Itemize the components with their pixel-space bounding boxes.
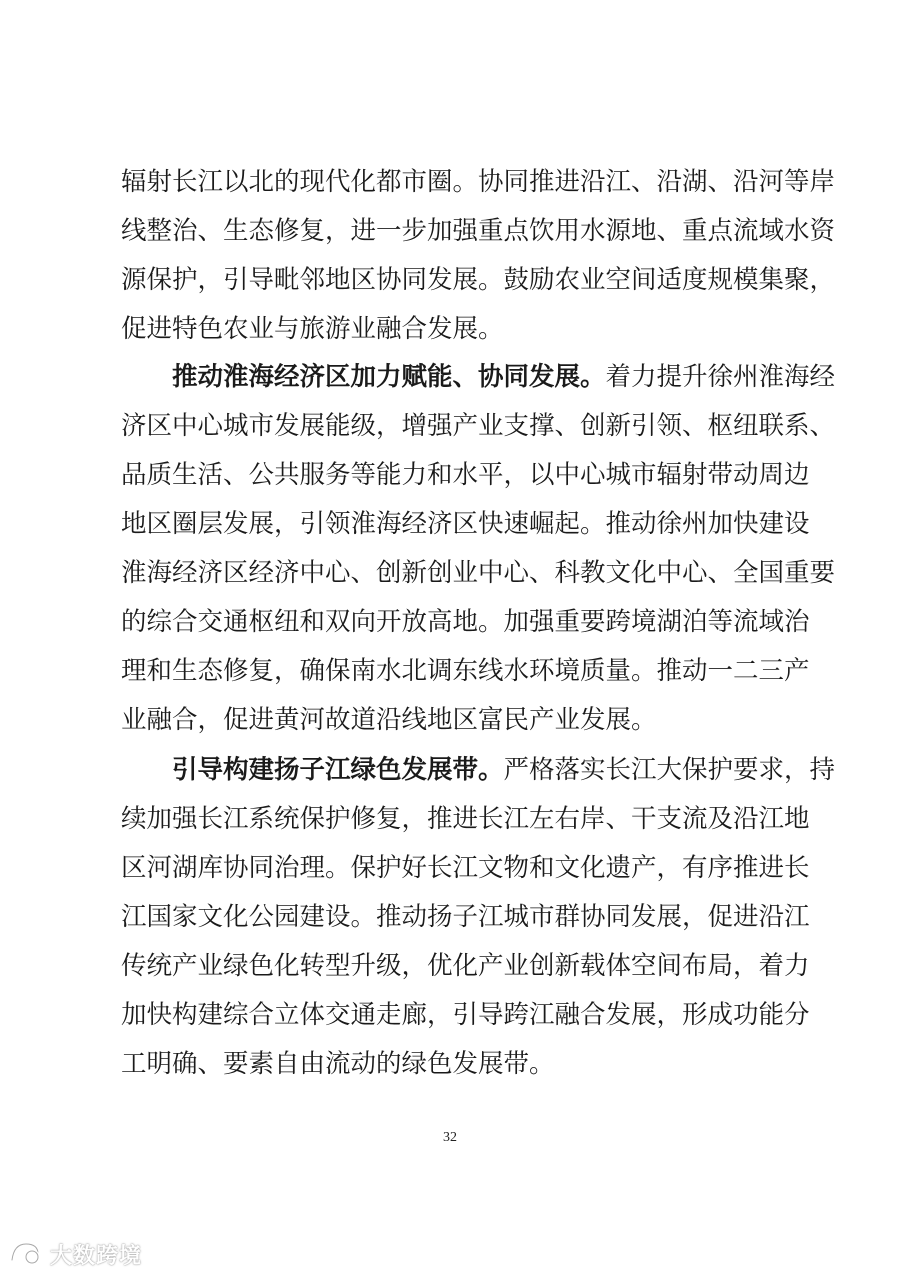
paragraph-3-line-1 bbox=[172, 752, 835, 788]
paragraph-1-line-1: 辐射长江以北的现代化都市圈。协同推进沿江、沿湖、沿河等岸 bbox=[121, 167, 836, 197]
paragraph-3-line-2: 续加强长江系统保护修复，推进长江左右岸、干支流及沿江地 bbox=[121, 804, 810, 834]
paragraph-2-line-5: 淮海经济区经济中心、创新创业中心、科教文化中心、全国重要 bbox=[121, 558, 836, 588]
paragraph-1-line-2: 线整治、生态修复，进一步加强重点饮用水源地、重点流域水资 bbox=[121, 216, 836, 246]
paragraph-3-line-4: 江国家文化公园建设。推动扬子江城市群协同发展，促进沿江 bbox=[121, 902, 810, 932]
watermark-text: 大数跨境 bbox=[50, 1244, 143, 1269]
paragraph-3-line-1-rest: 严格落实长江大保护要求，持 bbox=[503, 755, 836, 785]
paragraph-3-line-3: 区河湖库协同治理。保护好长江文物和文化遗产，有序推进长 bbox=[121, 853, 810, 883]
paragraph-1-line-4: 促进特色农业与旅游业融合发展。 bbox=[121, 314, 504, 344]
paragraph-2-line-1 bbox=[172, 359, 835, 395]
paragraph-2-line-2: 济区中心城市发展能级，增强产业支撑、创新引领、枢纽联系、 bbox=[121, 411, 836, 441]
paragraph-3-line-5: 传统产业绿色化转型升级，优化产业创新载体空间布局，着力 bbox=[121, 951, 810, 981]
paragraph-2-line-4: 地区圈层发展，引领淮海经济区快速崛起。推动徐州加快建设 bbox=[121, 509, 810, 539]
paragraph-2-line-1-rest: 着力提升徐州淮海经 bbox=[605, 362, 836, 392]
paragraph-3-lead-heading: 引导构建扬子江绿色发展带。 bbox=[172, 755, 504, 785]
watermark-logo-icon bbox=[8, 1238, 44, 1271]
paragraph-2-line-7: 理和生态修复，确保南水北调东线水环境质量。推动一二三产 bbox=[121, 656, 810, 686]
page-number: 32 bbox=[443, 1130, 457, 1145]
paragraph-2-line-8: 业融合，促进黄河故道沿线地区富民产业发展。 bbox=[121, 705, 657, 735]
paragraph-2-lead-heading: 推动淮海经济区加力赋能、协同发展。 bbox=[172, 362, 606, 392]
paragraph-3-line-6: 加快构建综合立体交通走廊，引导跨江融合发展，形成功能分 bbox=[121, 1000, 810, 1030]
paragraph-2-line-3: 品质生活、公共服务等能力和水平，以中心城市辐射带动周边 bbox=[121, 460, 810, 490]
paragraph-2-line-6: 的综合交通枢纽和双向开放高地。加强重要跨境湖泊等流域治 bbox=[121, 607, 810, 637]
paragraph-1-line-3: 源保护，引导毗邻地区协同发展。鼓励农业空间适度规模集聚， bbox=[121, 265, 836, 295]
paragraph-3-line-7: 工明确、要素自由流动的绿色发展带。 bbox=[121, 1049, 555, 1079]
watermark bbox=[8, 1238, 142, 1271]
